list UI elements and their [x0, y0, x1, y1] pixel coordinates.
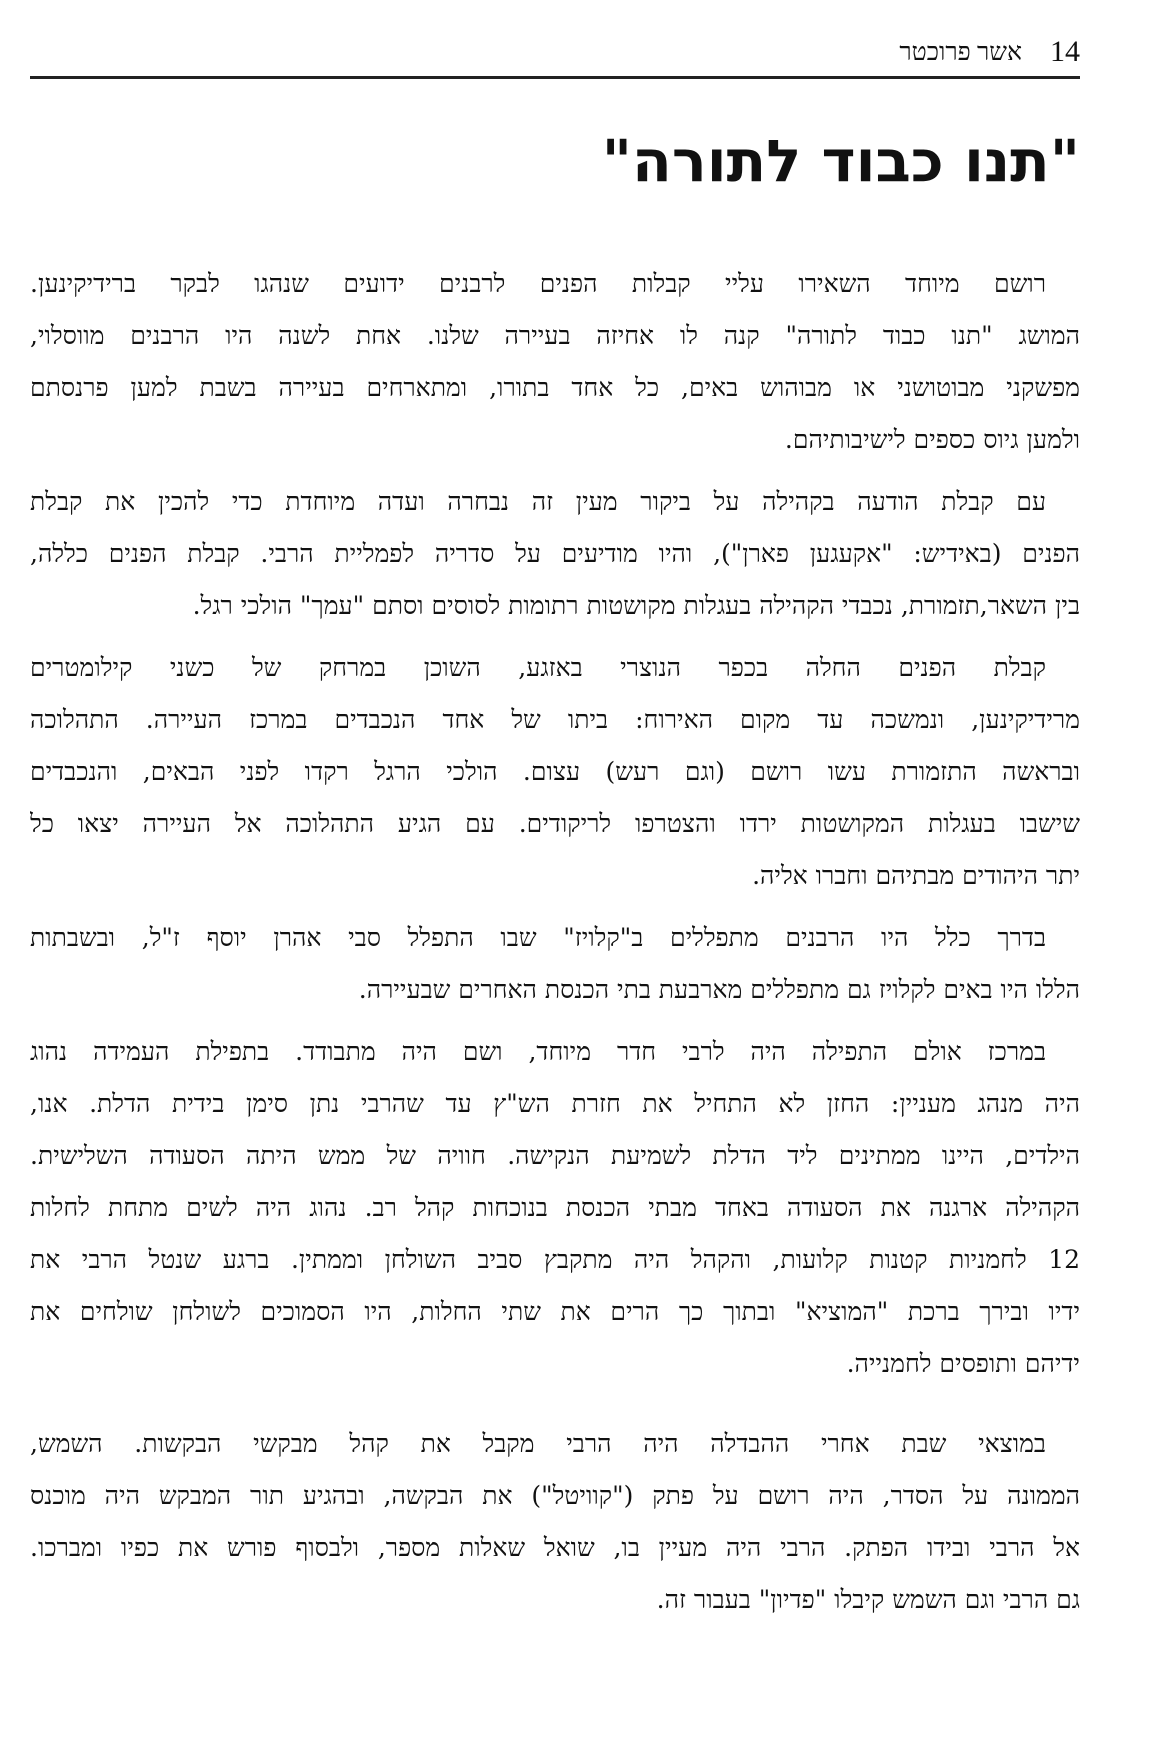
text-line: הללו היו באים לקלויז גם מתפללים מארבעת בתי הכנסת האחרים שבעיירה.	[358, 975, 1080, 1004]
text-line: ובראשה התזמורת עשו רושם (וגם רעש) עצום. הולכי הרגל רקדו לפני הבאים, והנכבדים	[30, 757, 1080, 786]
text-line: ידיהם ותופסים לחמנייה.	[846, 1349, 1080, 1378]
paragraph	[30, 912, 1080, 1016]
text-line: יתר היהודים מבתיהם וחברו אליה.	[752, 861, 1080, 890]
text-line: גם הרבי וגם השמש קיבלו "פדיון" בעבור זה.	[656, 1585, 1080, 1614]
text-line: היה מנהג מעניין: החזן לא התחיל את חזרת הש"ץ עד שהרבי נתן סימן בידית הדלת. אנו,	[30, 1089, 1080, 1118]
text-line: אל הרבי ובידו הפתק. הרבי היה מעיין בו, שואל שאלות מספר, ולבסוף פורש את כפיו ומברכו.	[30, 1533, 1080, 1562]
text-line: קבלת הפנים החלה בכפר הנוצרי באזגע, השוכן במרחק של כשני קילומטרים	[30, 653, 1046, 682]
text-line: הקהילה ארגנה את הסעודה באחד מבתי הכנסת בנוכחות קהל רב. נהוג היה לשים מתחת לחלות	[30, 1193, 1080, 1222]
text-line: הילדים, היינו ממתינים ליד הדלת לשמיעת הנקישה. חוויה של ממש היתה הסעודה השלישית.	[30, 1141, 1080, 1170]
text-line: המושג "תנו כבוד לתורה" קנה לו אחיזה בעיירה שלנו. אחת לשנה היו הרבנים מווסלוי,	[30, 321, 1080, 350]
running-header	[30, 30, 1080, 79]
text-line: בדרך כלל היו הרבנים מתפללים ב"קלויז" שבו התפלל סבי אהרן יוסף ז"ל, ובשבתות	[30, 923, 1046, 952]
text-line: שישבו בעגלות המקושטות ירדו והצטרפו לריקודים. עם הגיע התהלוכה אל העיירה יצאו כל	[30, 809, 1080, 838]
text-line: 12 לחמניות קטנות קלועות, והקהל היה מתקבץ סביב השולחן וממתין. ברגע שנטל הרבי את	[30, 1245, 1080, 1274]
paragraph	[30, 1026, 1080, 1390]
body-text	[30, 258, 1080, 1626]
paragraph	[30, 476, 1080, 632]
text-line: בין השאר,תזמורת, נכבדי הקהילה בעגלות מקושטות רתומות לסוסים וסתם "עמך" הולכי רגל.	[192, 591, 1080, 620]
text-line: ידיו ובירך ברכת "המוציא" ובתוך כך הרים את שתי החלות, היו הסמוכים לשולחן שולחים את	[30, 1297, 1080, 1326]
running-title-author: אשר פרוכטר	[899, 39, 1022, 66]
text-line: עם קבלת הודעה בקהילה על ביקור מעין זה נבחרה ועדה מיוחדת כדי להכין את קבלת	[30, 487, 1046, 516]
text-line: הממונה על הסדר, היה רושם על פתק ("קוויטל") את הבקשה, ובהגיע תור המבקש היה מוכנס	[30, 1481, 1080, 1510]
chapter-title: "תנו כבוד לתורה"	[601, 127, 1080, 195]
book-page	[30, 0, 1080, 1760]
paragraph	[30, 642, 1080, 902]
page-number: 14	[1050, 35, 1080, 68]
text-line: מרידיקינען, ונמשכה עד מקום האירוח: ביתו של אחד הנכבדים במרכז העיירה. התהלוכה	[30, 705, 1080, 734]
text-line: מפשקני מבוטושני או מבוהוש באים, כל אחד בתורו, ומתארחים בעיירה בשבת למען פרנסתם	[30, 373, 1080, 402]
text-line: במוצאי שבת אחרי ההבדלה היה הרבי מקבל את קהל מבקשי הבקשות. השמש,	[30, 1429, 1046, 1458]
text-line: במרכז אולם התפילה היה לרבי חדר מיוחד, ושם היה מתבודד. בתפילת העמידה נהוג	[30, 1037, 1046, 1066]
text-line: הפנים (באידיש: "אקעגען פארן"), והיו מודיעים על סדריה לפמליית הרבי. קבלת הפנים כללה,	[30, 539, 1080, 568]
paragraph	[30, 1418, 1080, 1626]
text-line: רושם מיוחד השאירו עליי קבלות הפנים לרבנים ידועים שנהגו לבקר ברידיקינען.	[30, 269, 1046, 298]
text-line: ולמען גיוס כספים לישיבותיהם.	[784, 425, 1080, 454]
paragraph	[30, 258, 1080, 466]
